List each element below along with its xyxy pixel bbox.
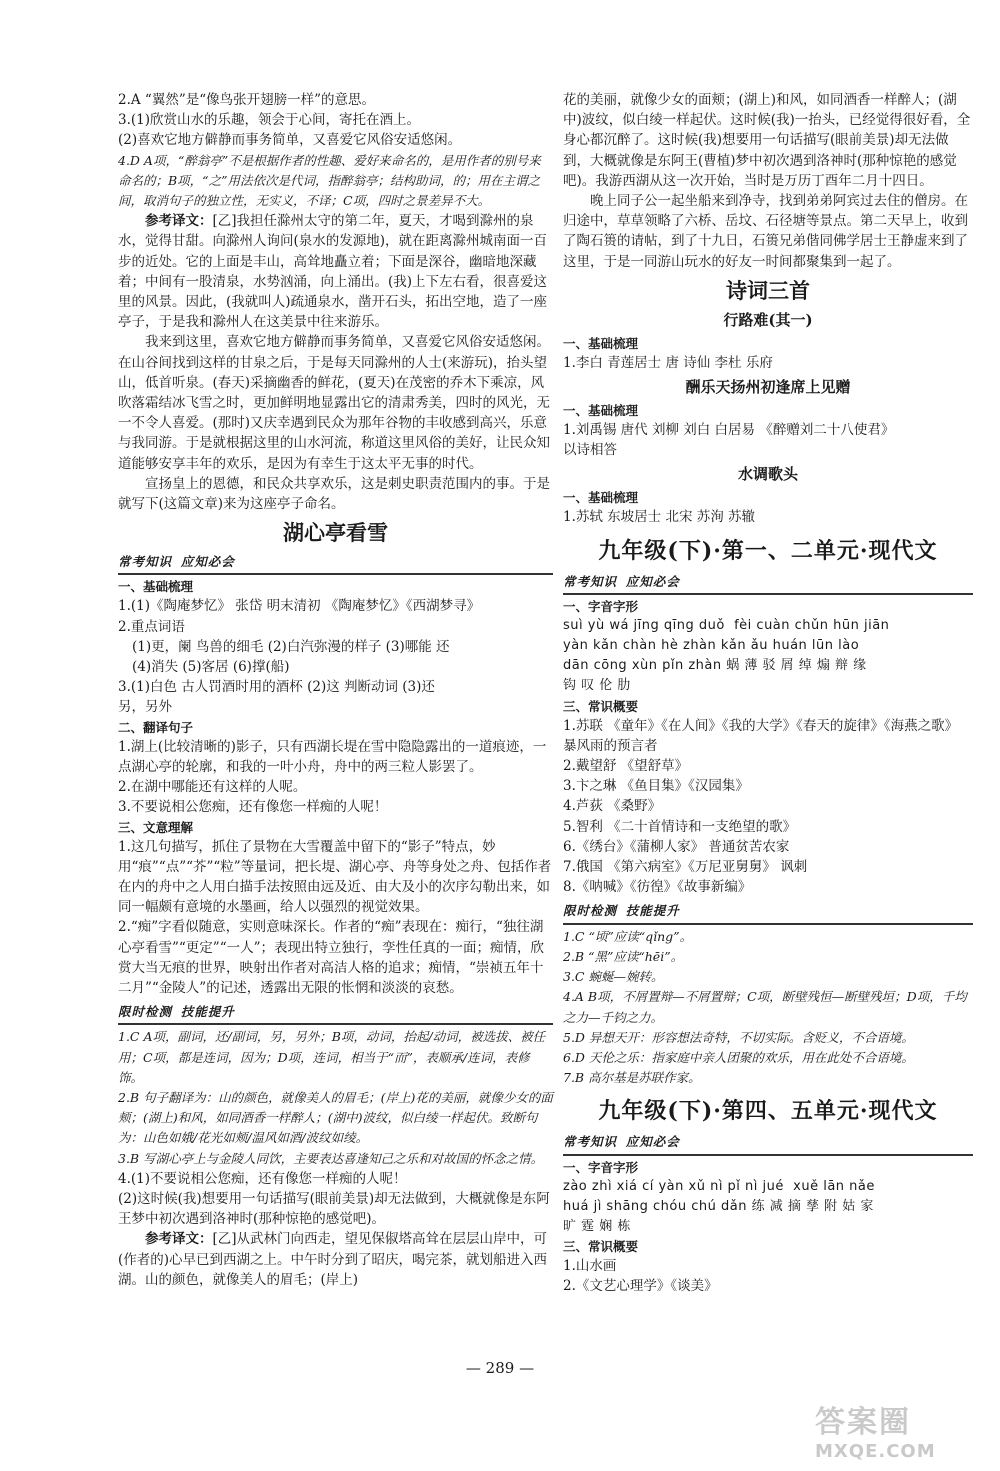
band-header — [563, 1132, 973, 1155]
page-number: — 289 — — [465, 1359, 535, 1377]
test-answer-2: 2.B 句子翻译为：山的颜色，就像美人的眉毛；(岸上)花的美丽，就像少女的面颊；(湖上)和风，如同酒香一样醉人；(湖中)波纹，似白绫一样起伏。致断句为：山色如娥/花光如颊/温风如酒/波纹如绫。 — [118, 1089, 553, 1146]
answer-4: 4.D A项，“醉翁亭”不是根据作者的性趣、爱好来命名的，是用作者的别号来命名的；B项，“之”用法依次是代词，指醉翁亭；结构助词，的；用在主谓之间，取消句子的独立性，无实义，不译；C项，四时之景差异不大。 — [118, 152, 541, 209]
answers-2-3: 2.A “翼然”是“像鸟张开翅膀一样”的意思。 3.(1)欣赏山水的乐趣，领会于心间，寄托在酒上。 (2)喜欢它地方僻静而事务简单，又喜爱它风俗安适悠闲。 — [118, 92, 462, 149]
test-answer: 3.C 蜿蜒—婉转。 — [563, 969, 664, 985]
unit-title: 九年级(下)·第一、二单元·现代文 — [598, 537, 938, 564]
comprehension-answers: 1.这几句描写，抓住了景物在大雪覆盖中留下的“影子”特点，妙用“痕”“点”“芥”“粒”等量词，把长堤、湖心亭、舟等身处之舟、包括作者在内的舟中之人用白描手法按照由远及近、由大及小的次序勾勒出来，如同一幅颇有意境的水墨画，给人以强烈的视觉效果。 2.“痴”字看似随意，实则意味深长。作者的“痴”表现在：痴行，“独往湖心亭看雪”“更定”“一人”；表现出特立独行，孪性任真的一面；痴情，欣赏大当无痕的世界，映射出作者对高洁人格的追求；痴情，“崇祯五年十二月”“金陵人”的记述，透露出无限的怅惘和淡淡的哀愁。 — [118, 838, 552, 996]
pinyin-line: huá jì shāng chóu chú dǎn 练 减 摘 孳 附 姑 家 — [563, 1198, 874, 1214]
reference-translation-1 — [118, 211, 553, 332]
subheading: 三、常识概要 — [563, 1239, 639, 1255]
band-label: 技能提升 — [625, 903, 680, 919]
subheading: 一、字音字形 — [563, 1159, 639, 1175]
reference-translation-2-p2: 晚上同子公一起坐船来到净寺，找到弟弟阿宾过去住的僧房。在归途中，草草领略了六桥、岳坟、石径塘等景点。第二天早上，收到了陶石篑的请帖，到了十九日，石篑兄弟偕同佛学居士王静虚来到了这里，于是一同游山玩水的好友一时间都聚集到一起了。 — [563, 193, 968, 270]
subheading: 一、字音字形 — [563, 598, 639, 614]
watermark-logo — [815, 1405, 975, 1467]
reference-translation-1-p2: 我来到这里，喜欢它地方僻静而事务简单，又喜爱它风俗安适悠闲。在山谷间找到这样的甘泉之后，于是每天同滁州的人士(来游玩)，抬头望山，低首听泉。(春天)采摘幽香的鲜花，(夏天)在茂密的乔木下乘凉，风吹落霜结冰飞雪之时，更加鲜明地显露出它的清肃秀美，四时的风光，无一不令人喜爱。(那时)又庆幸遇到民众为那年谷物的丰收感到高兴，乐意与我同游。于是就根据这里的山水河流，称道这里风俗的美好，让民众知道能够安享丰年的欢乐，是因为有幸生于这太平无事的时代。 — [118, 334, 550, 472]
reference-translation-2 — [118, 1229, 553, 1290]
reference-text: [乙]我担任滁州太守的第二年，夏天，才喝到滁州的泉水，觉得甘甜。向滁州人询问(泉水的发源地)，就在距离滁州城南面一百步的近处。它的上面是丰山，高耸地矗立着；下面是深谷，幽暗地深藏着；中间有一股清泉，水势汹涌，向上涌出。(我)上下左右看，很喜爱这里的风景。因此，(我就叫人)疏通泉水，凿开石头，拓出空地，造了一座亭子，于是我和滁州人在这美景中往来游乐。 — [118, 213, 548, 331]
band-label: 技能提升 — [180, 1004, 235, 1020]
pinyin-line: suì yù wá jīng qīng duǒ fèi cuàn chǔn hūn jiān — [563, 617, 890, 633]
test-answer: 4.A B项，不屑置辩—不屑置辩；C项，断壁残恒—断壁残垣；D项，千均之力—千钧之力。 — [563, 989, 967, 1025]
reference-label: 参考译文： — [145, 213, 213, 230]
band-header — [563, 901, 973, 924]
poem-title: 水调歌头 — [737, 465, 798, 484]
subheading: 一、基础梳理 — [563, 490, 639, 506]
right-column — [563, 90, 973, 1297]
reference-translation-1-p3: 宣扬皇上的恩德，和民众共享欢乐，这是刺史职责范围内的事。于是就写下(这篇文章)来为这座亭子命名。 — [118, 475, 550, 513]
poem-title: 行路难(其一) — [723, 310, 813, 329]
band-label: 常考知识 — [563, 1134, 618, 1150]
poem-answer: 1.苏轼 东坡居士 北宋 苏洵 苏辙 — [563, 509, 756, 526]
reference-text: [乙]从武林门向西走，望见保俶塔高耸在层层山岸中，可(作者的)心早已到西湖之上。中午时分到了昭庆，喝完茶，就划船进入西湖。山的颜色，就像美人的眉毛；(岸上) — [118, 1231, 548, 1288]
key-words: (1)更，阑 鸟兽的细毛 (2)白汽弥漫的样子 (3)哪能 还 (4)消失 (5)客居 (6)撑(船) — [132, 638, 450, 676]
basic-review: 1.(1)《陶庵梦忆》 张岱 明末清初 《陶庵梦忆》《西湖梦寻》 2.重点词语 — [118, 598, 481, 635]
subheading: 二、翻译句子 — [118, 719, 194, 735]
pinyin-line: 钩 叹 伦 肋 — [563, 678, 631, 694]
band-label: 常考知识 — [563, 573, 618, 589]
section-title-poems: 诗词三首 — [726, 277, 810, 303]
reference-translation-2-cont: 花的美丽，就像少女的面颊；(湖上)和风，如同酒香一样醉人；(湖中)波纹，似白绫一样起伏。这时候(我)一抬头，已经觉得很好看，全身心都沉醉了。这时候(我)想要用一句话描写(眼前美景)却无法做到，大概就像是东阿王(曹植)梦中初次遇到洛神时(那种惊艳的感觉吧)。我游西湖从这一次开始，当时是万历丁酉年二月十四日。 — [563, 92, 971, 189]
test-answer-4: 4.(1)不要说相公您痴，还有像您一样痴的人呢！ (2)这时候(我)想要用一句话描写(眼前美景)却无法做到，大概就像是东阿王梦中初次遇到洛神时(那种惊艳的感觉吧)。 — [118, 1170, 550, 1228]
pinyin-line: dān cōng xùn pǐn zhàn 蜗 薄 驳 屑 绰 煽 辩 缘 — [563, 658, 867, 674]
poem-answer: 1.李白 青莲居士 唐 诗仙 李杜 乐府 — [563, 354, 773, 371]
unit-title: 九年级(下)·第四、五单元·现代文 — [598, 1098, 938, 1125]
translation-answers: 1.湖上(比较清晰的)影子，只有西湖长堤在雪中隐隐露出的一道痕迹，一点湖心亭的轮廓，和我的一叶小舟，舟中的两三粒人影罢了。 2.在湖中哪能还有这样的人呢。 3.不要说相公您痴，还有像您一样痴的人呢！ — [118, 738, 547, 816]
pinyin-line: yàn kǎn chàn hè zhàn kǎn ǎu huán lūn lào — [563, 638, 860, 654]
band-header — [118, 552, 553, 575]
section-title-huxinting: 湖心亭看雪 — [283, 520, 388, 546]
common-knowledge: 1.苏联 《童年》《在人间》《我的大学》《春天的旋律》《海燕之歌》 暴风雨的预言者 2.戴望舒 《望舒草》 3.卞之琳 《鱼目集》《汉园集》 4.芦荻 《桑野》 5.智利 《二十首情诗和一支绝望的歌》 6.《绣台》《蒲柳人家》 普通贫苦农家 7.俄国 《第六病室》《万尼亚舅舅》 讽刺 8.《呐喊》《彷徨》《故事新编》 — [563, 717, 959, 896]
test-answer: 2.B “黑”应读“hēi”。 — [563, 948, 684, 964]
subheading: 三、常识概要 — [563, 698, 639, 714]
subheading: 一、基础梳理 — [563, 403, 639, 419]
pinyin-line: zào zhì xiá cí yàn xǔ nì pǐ nì jué xuě lān nǎe — [563, 1178, 875, 1194]
subheading: 一、基础梳理 — [118, 579, 194, 595]
band-label: 应知必会 — [180, 554, 235, 570]
watermark-text: 答案圈 — [815, 1405, 911, 1440]
common-knowledge: 1.山水画 2.《文艺心理学》《谈美》 — [563, 1258, 718, 1295]
test-answer: 1.C “顷”应读“qǐng”。 — [563, 928, 693, 944]
poem-answer: 1.刘禹锡 唐代 刘柳 刘白 白居易 《醉赠刘二十八使君》 以诗相答 — [563, 422, 895, 459]
subheading: 一、基础梳理 — [563, 335, 639, 351]
band-label: 应知必会 — [625, 573, 680, 589]
basic-review-q3: 3.(1)白色 古人罚酒时用的酒杯 (2)这 判断动词 (3)还 另，另外 — [118, 679, 435, 716]
band-header — [563, 572, 973, 595]
band-label: 常考知识 — [118, 554, 173, 570]
test-answer: 5.D 异想天开：形容想法奇特，不切实际。含贬义，不合语境。 — [563, 1029, 914, 1045]
left-column — [118, 90, 553, 1290]
test-answer-1: 1.C A项，副词，还/副词，另，另外；B项，动词，抬起/动词，被选拔、被任用；C项，都是连词，因为；D项，连词，相当于“而”，表顺承/连词，表修饰。 — [118, 1029, 546, 1085]
poem-title: 酬乐天扬州初逢席上见赠 — [685, 378, 851, 397]
reference-label: 参考译文： — [145, 1231, 213, 1248]
test-answer: 6.D 天伦之乐：指家庭中亲人团聚的欢乐，用在此处不合语境。 — [563, 1049, 914, 1065]
band-header — [118, 1002, 553, 1025]
test-answer-3: 3.B 写湖心亭上与金陵人同饮，主要表达喜逢知己之乐和对故国的怀念之情。 — [118, 1150, 544, 1166]
watermark-url: MXQE.COM — [815, 1441, 936, 1462]
subheading: 三、文意理解 — [118, 819, 194, 835]
test-answer: 7.B 高尔基是苏联作家。 — [563, 1070, 701, 1086]
band-label: 限时检测 — [118, 1004, 173, 1020]
pinyin-line: 旷 霆 娴 栋 — [563, 1218, 631, 1234]
band-label: 应知必会 — [625, 1134, 680, 1150]
band-label: 限时检测 — [563, 903, 618, 919]
